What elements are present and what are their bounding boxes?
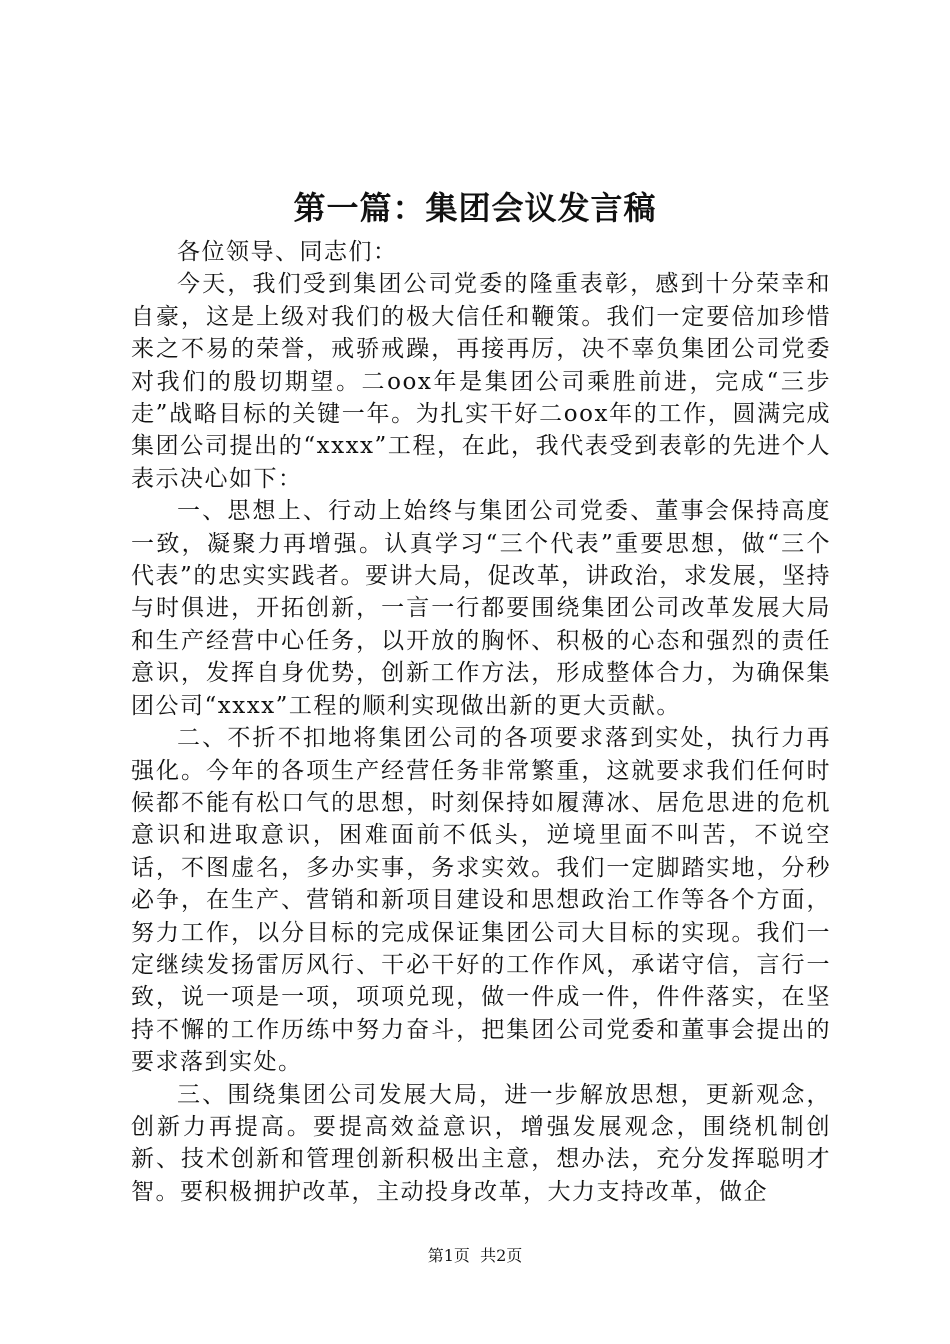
document-body — [131, 236, 831, 1208]
point-one-paragraph: 一、思想上、行动上始终与集团公司党委、董事会保持高度一致，凝聚力再增强。认真学习“三个代表”重要思想，做“三个代表”的忠实实践者。要讲大局，促改革，讲政治，求发展，坚持与时俱进，开拓创新，一言一行都要围绕集团公司改革发展大局和生产经营中心任务，以开放的胸怀、积极的心态和强烈的责任意识，发挥自身优势，创新工作方法，形成整体合力，为确保集团公司“xxxx”工程的顺利实现做出新的更大贡献。 — [131, 498, 831, 719]
page-number: 第1页 — [427, 1246, 470, 1265]
page-footer — [0, 1245, 950, 1267]
total-pages: 共2页 — [480, 1246, 523, 1265]
point-three-paragraph: 三、围绕集团公司发展大局，进一步解放思想，更新观念，创新力再提高。要提高效益意识，增强发展观念，围绕机制创新、技术创新和管理创新积极出主意，想办法，充分发挥聪明才智。要积极拥护改革，主动投身改革，大力支持改革，做企 — [131, 1081, 831, 1205]
intro-paragraph: 今天，我们受到集团公司党委的隆重表彰，感到十分荣幸和自豪，这是上级对我们的极大信任和鞭策。我们一定要倍加珍惜来之不易的荣誉，戒骄戒躁，再接再厉，决不辜负集团公司党委对我们的殷切期望。二oox年是集团公司乘胜前进，完成“三步走”战略目标的关键一年。为扎实干好二oox年的工作，圆满完成集团公司提出的“xxxx”工程，在此，我代表受到表彰的先进个人表示决心如下： — [131, 271, 831, 492]
footer-separator — [470, 1246, 480, 1265]
point-two-paragraph: 二、不折不扣地将集团公司的各项要求落到实处，执行力再强化。今年的各项生产经营任务非常繁重，这就要求我们任何时候都不能有松口气的思想，时刻保持如履薄冰、居危思进的危机意识和进取意识，困难面前不低头，逆境里面不叫苦，不说空话，不图虚名，多办实事，务求实效。我们一定脚踏实地，分秒必争，在生产、营销和新项目建设和思想政治工作等各个方面，努力工作，以分目标的完成保证集团公司大目标的实现。我们一定继续发扬雷厉风行、干必干好的工作作风，承诺守信，言行一致，说一项是一项，项项兑现，做一件成一件，件件落实，在坚持不懈的工作历练中努力奋斗，把集团公司党委和董事会提出的要求落到实处。 — [131, 725, 831, 1076]
document-title: 第一篇：集团会议发言稿 — [293, 189, 657, 227]
salutation-paragraph: 各位领导、同志们： — [177, 239, 398, 265]
